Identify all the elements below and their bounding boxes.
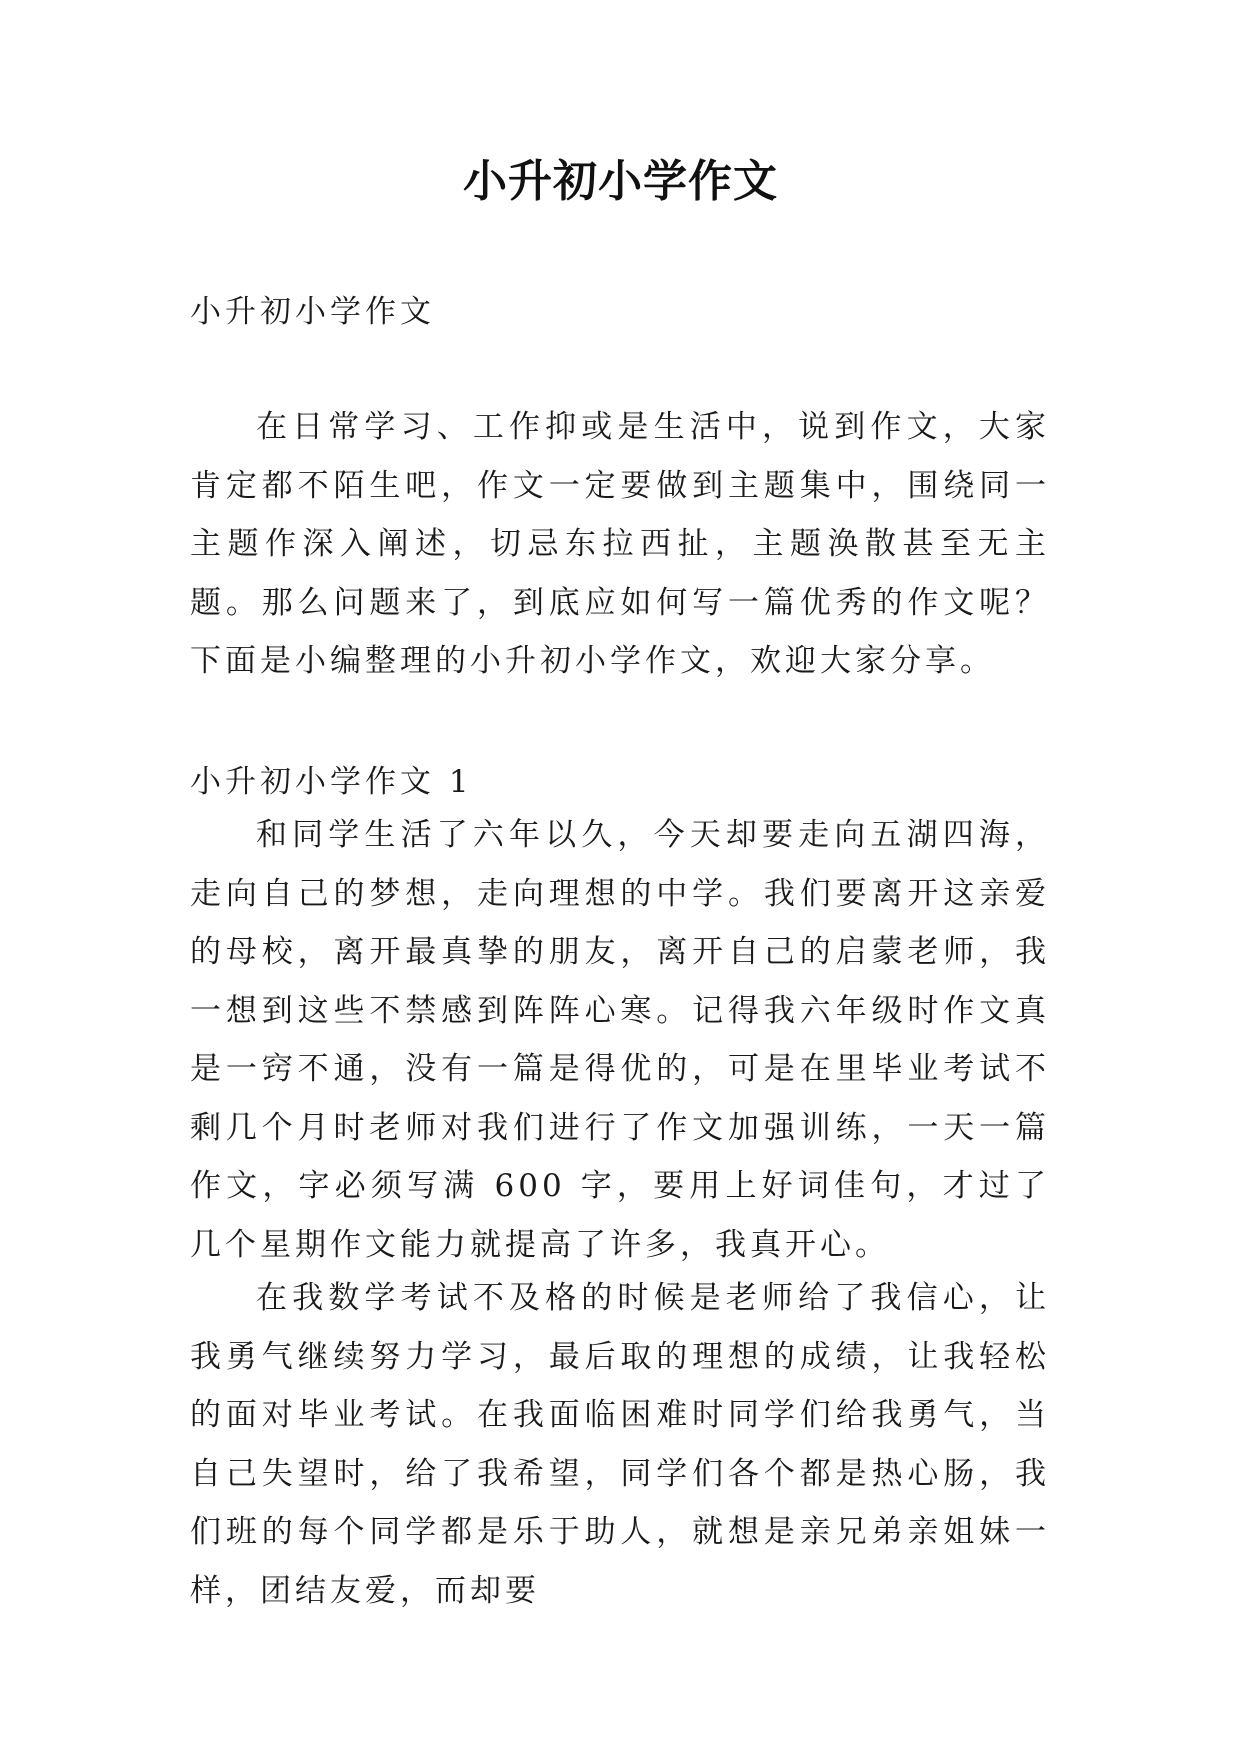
- document-subtitle: 小升初小学作文: [190, 294, 435, 330]
- intro-paragraph: 在日常学习、工作抑或是生活中，说到作文，大家肯定都不陌生吧，作文一定要做到主题集中，围绕同一主题作深入阐述，切忌东拉西扯，主题涣散甚至无主题。那么问题来了，到底应如何写一篇优秀的作文呢？下面是小编整理的小升初小学作文，欢迎大家分享。: [190, 409, 1050, 679]
- essay-heading: 小升初小学作文 1: [190, 764, 473, 800]
- essay-paragraph: 和同学生活了六年以久，今天却要走向五湖四海，走向自己的梦想，走向理想的中学。我们要离开这亲爱的母校，离开最真挚的朋友，离开自己的启蒙老师，我一想到这些不禁感到阵阵心寒。记得我六年级时作文真是一窍不通，没有一篇是得优的，可是在里毕业考试不剩几个月时老师对我们进行了作文加强训练，一天一篇作文，字必须写满 600 字，要用上好词佳句，才过了几个星期作文能力就提高了许多，我真开心。: [190, 817, 1050, 1263]
- document-title: 小升初小学作文: [463, 156, 778, 207]
- essay-paragraph: 在我数学考试不及格的时候是老师给了我信心，让我勇气继续努力学习，最后取的理想的成绩，让我轻松的面对毕业考试。在我面临困难时同学们给我勇气，当自己失望时，给了我希望，同学们各个都是热心肠，我们班的每个同学都是乐于助人，就想是亲兄弟亲姐妹一样，团结友爱，而却要: [190, 1280, 1050, 1609]
